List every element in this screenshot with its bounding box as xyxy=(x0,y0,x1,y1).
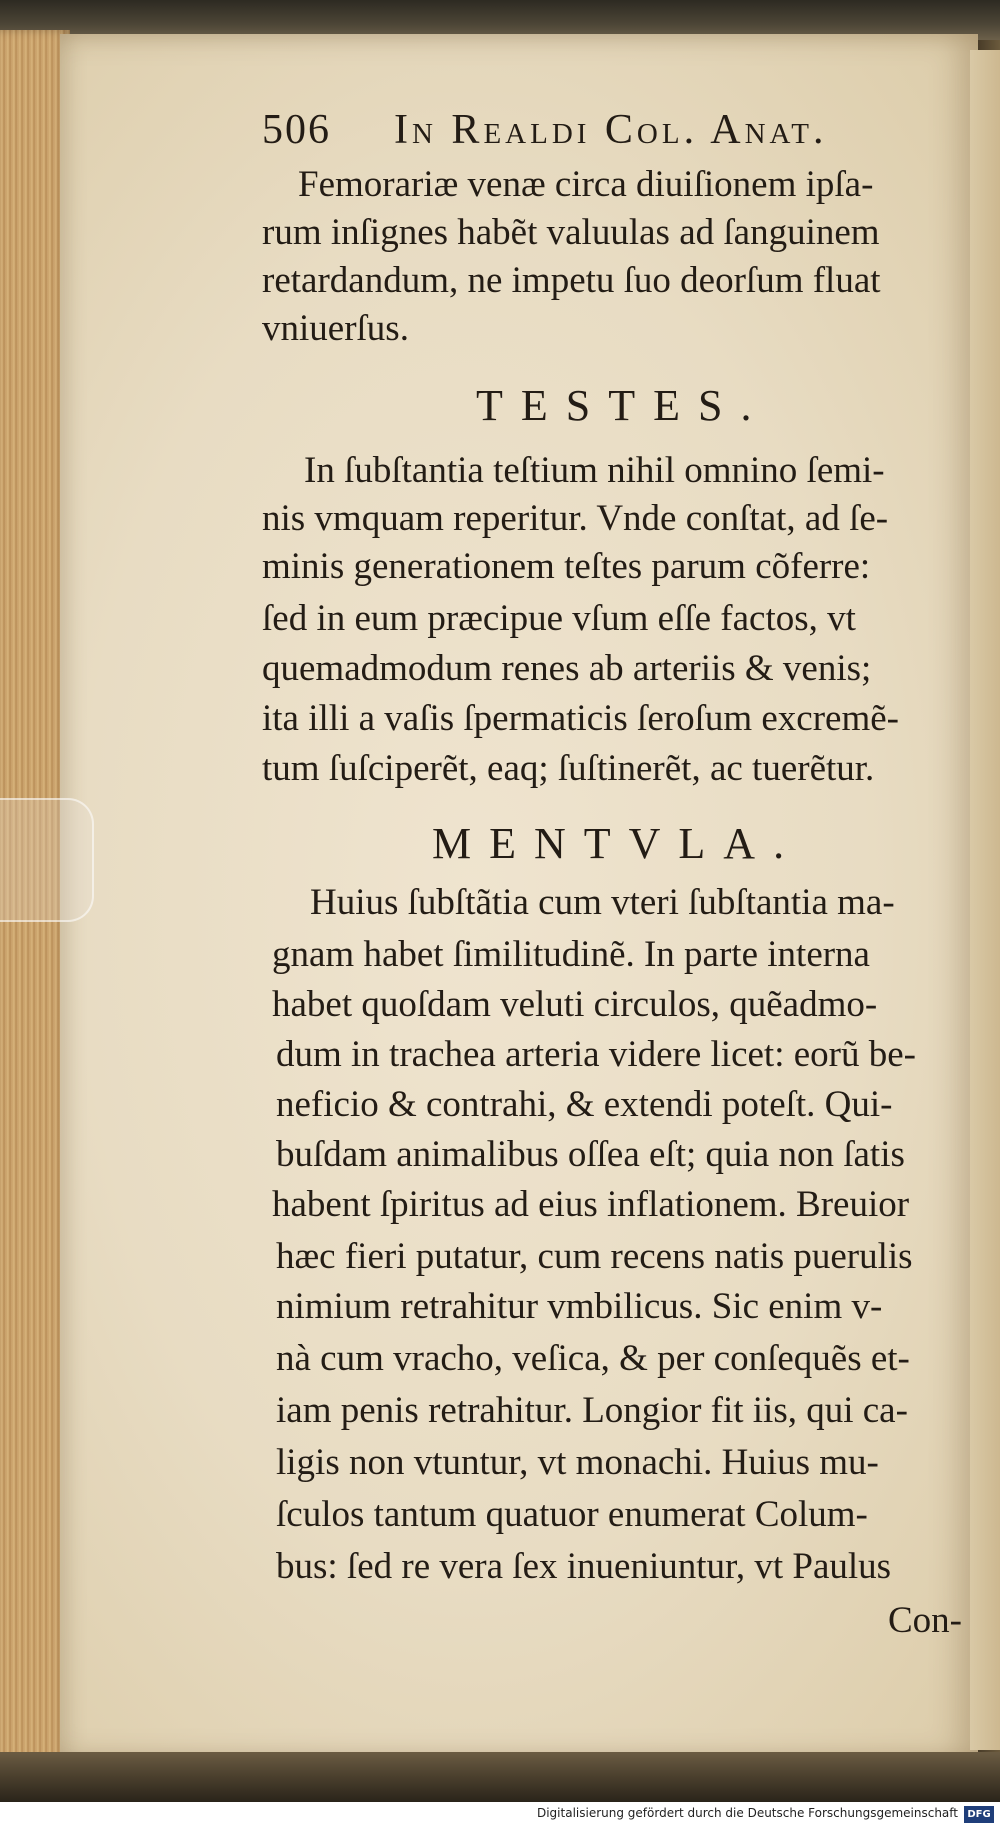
digitization-footer xyxy=(0,1802,1000,1829)
text-line: hæc fieri putatur, cum recens natis puerulis xyxy=(276,1236,913,1277)
page-number: 506 xyxy=(262,107,331,153)
text-line: In ſubſtantia teſtium nihil omnino ſemi- xyxy=(304,450,885,491)
text-line: ligis non vtuntur, vt monachi. Huius mu- xyxy=(276,1442,879,1483)
text-line: bus: ſed re vera ſex inueniuntur, vt Paulus xyxy=(276,1546,892,1587)
text-line: quemadmodum renes ab arteriis & venis; xyxy=(262,648,872,689)
text-line: Femorariæ venæ circa diuiſionem ipſa- xyxy=(298,164,874,205)
text-line: Huius ſubſtãtia cum vteri ſubſtantia ma- xyxy=(310,882,895,923)
text-line: ſed in eum præcipue vſum eſſe factos, vt xyxy=(262,598,856,639)
text-line: dum in trachea arteria videre licet: eorũ be- xyxy=(276,1034,916,1075)
dfg-logo-icon: DFG xyxy=(964,1806,994,1823)
text-line: rum inſignes habẽt valuulas ad ſanguinem xyxy=(262,212,880,253)
text-line: habet quoſdam veluti circulos, quẽadmo- xyxy=(272,984,878,1025)
text-line: nà cum vracho, veſica, & per conſequẽs et- xyxy=(276,1338,910,1379)
text-line: minis generationem teſtes parum cõferre: xyxy=(262,546,871,587)
running-header xyxy=(262,106,902,154)
text-line: neficio & contrahi, & extendi poteſt. Qui- xyxy=(276,1084,893,1125)
text-line: retardandum, ne impetu ſuo deorſum fluat xyxy=(262,260,881,301)
text-line: tum ſuſciperẽt, eaq; ſuſtinerẽt, ac tuerẽtur. xyxy=(262,748,875,789)
text-line: gnam habet ſimilitudinẽ. In parte interna xyxy=(272,934,870,975)
running-title: In Realdi Col. Anat. xyxy=(394,107,828,153)
text-line: vniuerſus. xyxy=(262,308,409,349)
text-line: buſdam animalibus oſſea eſt; quia non ſatis xyxy=(276,1134,905,1175)
book-bottom-edge xyxy=(0,1752,1000,1802)
text-line: nimium retrahitur vmbilicus. Sic enim v- xyxy=(276,1286,883,1327)
catchword: Con- xyxy=(888,1600,962,1641)
text-line: ſculos tantum quatuor enumerat Colum- xyxy=(276,1494,868,1535)
footer-credit: Digitalisierung gefördert durch die Deutsche Forschungsgemeinschaft xyxy=(536,1806,958,1820)
text-line: iam penis retrahitur. Longior fit iis, qui ca- xyxy=(276,1390,908,1431)
section-heading-testes: TESTES. xyxy=(476,381,770,430)
bookmark-tab xyxy=(0,798,94,922)
text-line: nis vmquam reperitur. Vnde conſtat, ad ſe- xyxy=(262,498,889,539)
text-line: ita illi a vaſis ſpermaticis ſeroſum excremẽ- xyxy=(262,698,899,739)
facing-page-strip xyxy=(970,50,1000,1750)
section-heading-mentvla: MENTVLA. xyxy=(432,819,803,868)
text-line: habent ſpiritus ad eius inflationem. Breuior xyxy=(272,1184,910,1225)
